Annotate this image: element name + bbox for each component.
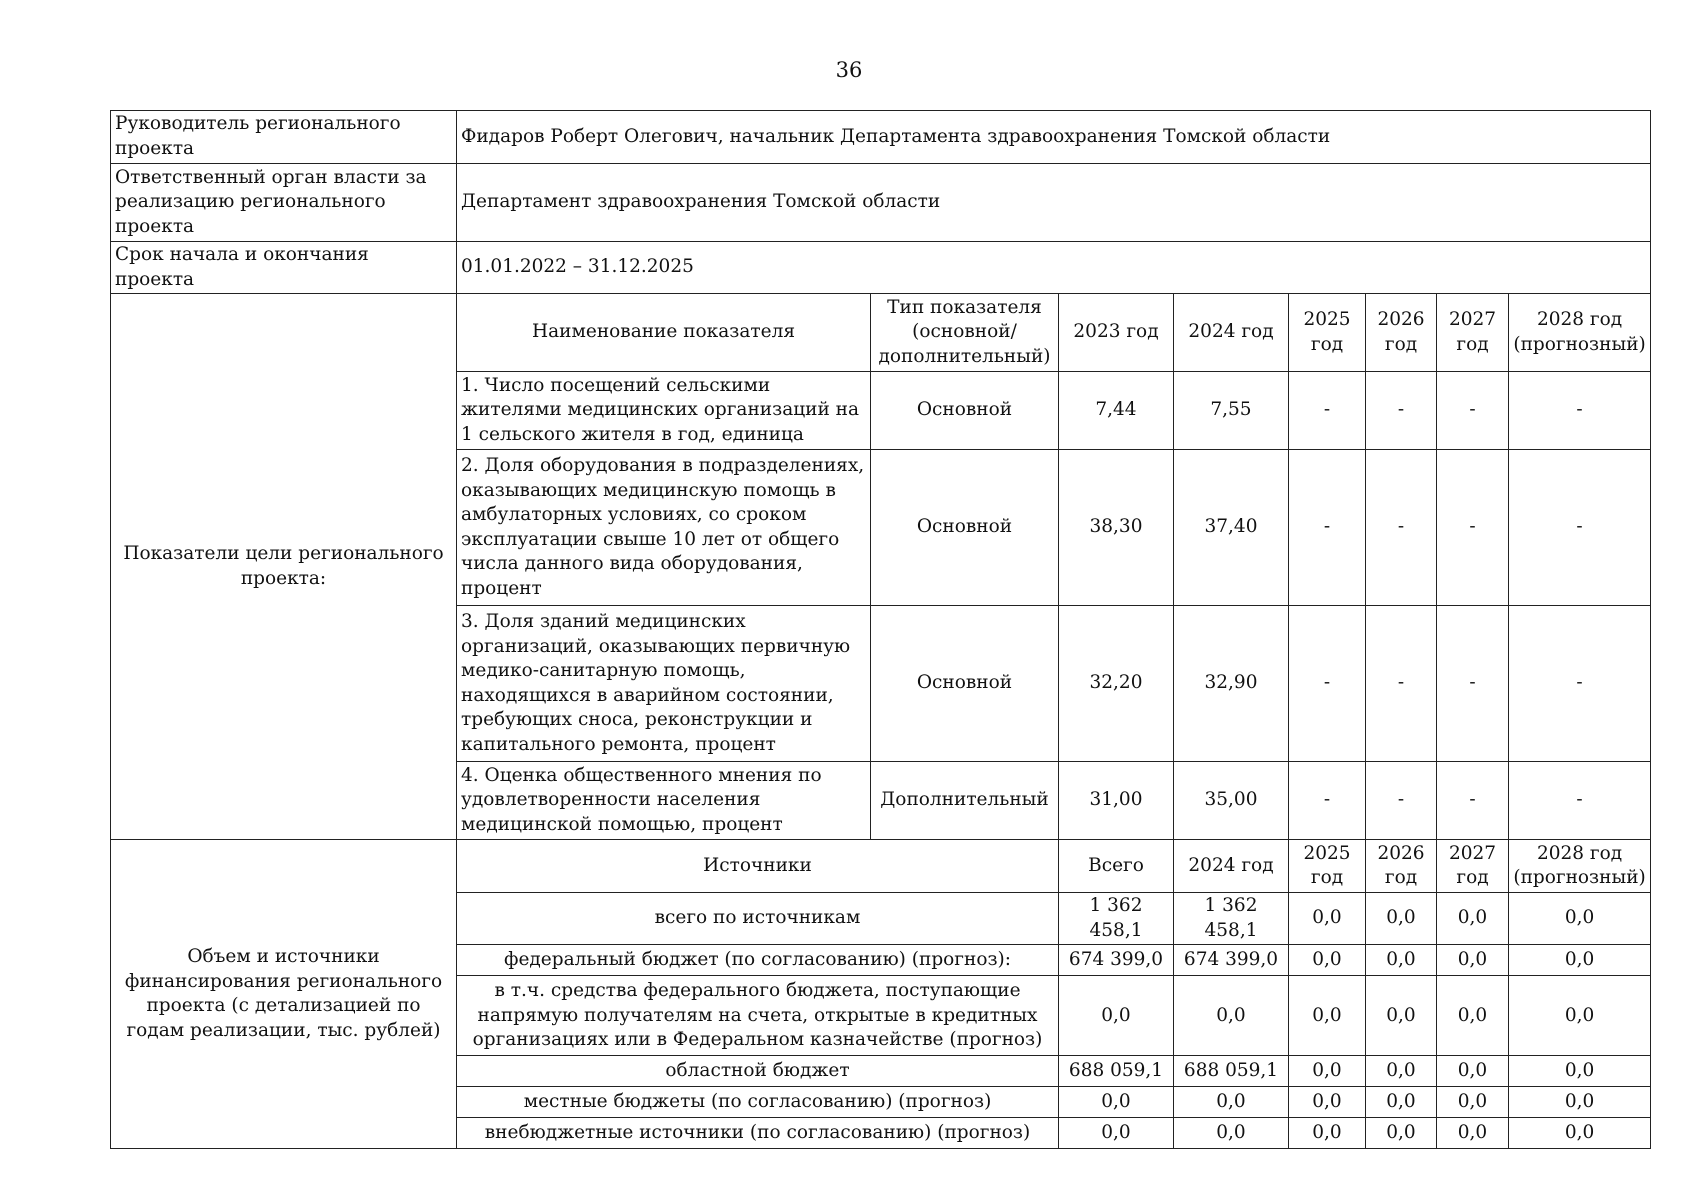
indicator-2023: 31,00 (1059, 762, 1174, 840)
project-passport-table (110, 110, 1651, 1149)
indicator-2027: - (1437, 762, 1509, 840)
indicator-name: 2. Доля оборудования в подразделениях, оказывающих медицинскую помощь в амбулаторных условиях, со сроком эксплуатации свыше 10 лет от общего числа данного вида оборудования, процент (457, 450, 871, 606)
financing-source: областной бюджет (457, 1056, 1059, 1087)
indicator-2026: - (1366, 372, 1437, 450)
financing-2025: 0,0 (1289, 976, 1366, 1056)
financing-total: 674 399,0 (1059, 945, 1174, 976)
financing-total: 0,0 (1059, 1118, 1174, 1149)
indicator-name: 4. Оценка общественного мнения по удовлетворенности населения медицинской помощью, процент (457, 762, 871, 840)
financing-2026: 0,0 (1366, 1087, 1437, 1118)
financing-2024: 0,0 (1174, 976, 1289, 1056)
indicators-header-2024: 2024 год (1174, 294, 1289, 372)
indicator-type: Дополнительный (871, 762, 1059, 840)
financing-2024: 674 399,0 (1174, 945, 1289, 976)
financing-2026: 0,0 (1366, 1118, 1437, 1149)
indicator-2028: - (1509, 762, 1651, 840)
indicator-2028: - (1509, 372, 1651, 450)
financing-2024: 1 362 458,1 (1174, 893, 1289, 945)
indicators-header-2026: 2026 год (1366, 294, 1437, 372)
financing-2027: 0,0 (1437, 1118, 1509, 1149)
financing-2027: 0,0 (1437, 1087, 1509, 1118)
financing-2027: 0,0 (1437, 1056, 1509, 1087)
term-label: Срок начала и окончания проекта (111, 242, 457, 294)
indicator-2026: - (1366, 450, 1437, 606)
leader-row (111, 111, 1651, 164)
indicator-2027: - (1437, 450, 1509, 606)
financing-2026: 0,0 (1366, 945, 1437, 976)
leader-label: Руководитель регионального проекта (111, 111, 457, 164)
financing-2025: 0,0 (1289, 1118, 1366, 1149)
financing-2025: 0,0 (1289, 893, 1366, 945)
financing-header-2026: 2026 год (1366, 840, 1437, 893)
financing-header-sources: Источники (457, 840, 1059, 893)
page-number: 36 (835, 58, 863, 82)
financing-header-2028: 2028 год (прогнозный) (1509, 840, 1651, 893)
indicator-2025: - (1289, 372, 1366, 450)
financing-2025: 0,0 (1289, 945, 1366, 976)
term-row (111, 242, 1651, 294)
financing-2027: 0,0 (1437, 945, 1509, 976)
financing-2025: 0,0 (1289, 1056, 1366, 1087)
indicator-name: 1. Число посещений сельскими жителями медицинских организаций на 1 сельского жителя в год, единица (457, 372, 871, 450)
financing-2024: 0,0 (1174, 1087, 1289, 1118)
indicator-type: Основной (871, 450, 1059, 606)
indicator-name: 3. Доля зданий медицинских организаций, оказывающих первичную медико-санитарную помощь, находящихся в аварийном состоянии, требующих сноса, реконструкции и капитального ремонта, процент (457, 606, 871, 762)
financing-2027: 0,0 (1437, 976, 1509, 1056)
financing-header-2024: 2024 год (1174, 840, 1289, 893)
indicator-2027: - (1437, 606, 1509, 762)
financing-source: внебюджетные источники (по согласованию) (прогноз) (457, 1118, 1059, 1149)
indicator-2023: 7,44 (1059, 372, 1174, 450)
indicator-2028: - (1509, 606, 1651, 762)
leader-value: Фидаров Роберт Олегович, начальник Департамента здравоохранения Томской области (457, 111, 1651, 164)
indicator-2025: - (1289, 606, 1366, 762)
indicators-header-2023: 2023 год (1059, 294, 1174, 372)
financing-total: 0,0 (1059, 976, 1174, 1056)
financing-source: местные бюджеты (по согласованию) (прогноз) (457, 1087, 1059, 1118)
financing-2026: 0,0 (1366, 1056, 1437, 1087)
financing-total: 688 059,1 (1059, 1056, 1174, 1087)
indicator-2028: - (1509, 450, 1651, 606)
term-value: 01.01.2022 – 31.12.2025 (457, 242, 1651, 294)
financing-header-row (111, 840, 1651, 893)
financing-source: в т.ч. средства федерального бюджета, поступающие напрямую получателям на счета, открытые в кредитных организациях или в Федеральном казначействе (прогноз) (457, 976, 1059, 1056)
financing-2024: 0,0 (1174, 1118, 1289, 1149)
authority-value: Департамент здравоохранения Томской области (457, 164, 1651, 242)
indicators-header-2025: 2025 год (1289, 294, 1366, 372)
indicator-type: Основной (871, 372, 1059, 450)
indicator-2024: 32,90 (1174, 606, 1289, 762)
authority-row (111, 164, 1651, 242)
authority-label: Ответственный орган власти за реализацию регионального проекта (111, 164, 457, 242)
indicator-2024: 37,40 (1174, 450, 1289, 606)
indicator-2024: 35,00 (1174, 762, 1289, 840)
indicator-2025: - (1289, 450, 1366, 606)
financing-2028: 0,0 (1509, 893, 1651, 945)
indicators-header-2028: 2028 год (прогнозный) (1509, 294, 1651, 372)
financing-2024: 688 059,1 (1174, 1056, 1289, 1087)
financing-2028: 0,0 (1509, 1056, 1651, 1087)
financing-header-2025: 2025 год (1289, 840, 1366, 893)
indicator-type: Основной (871, 606, 1059, 762)
indicator-2025: - (1289, 762, 1366, 840)
financing-2026: 0,0 (1366, 976, 1437, 1056)
indicator-2026: - (1366, 762, 1437, 840)
financing-source: федеральный бюджет (по согласованию) (прогноз): (457, 945, 1059, 976)
indicators-header-type: Тип показателя (основной/ дополнительный) (871, 294, 1059, 372)
financing-2028: 0,0 (1509, 976, 1651, 1056)
financing-source: всего по источникам (457, 893, 1059, 945)
financing-header-2027: 2027 год (1437, 840, 1509, 893)
financing-2028: 0,0 (1509, 1087, 1651, 1118)
indicator-2026: - (1366, 606, 1437, 762)
financing-2028: 0,0 (1509, 945, 1651, 976)
financing-header-total: Всего (1059, 840, 1174, 893)
indicators-header-name: Наименование показателя (457, 294, 871, 372)
indicators-header-2027: 2027 год (1437, 294, 1509, 372)
indicator-2023: 38,30 (1059, 450, 1174, 606)
financing-2028: 0,0 (1509, 1118, 1651, 1149)
financing-total: 0,0 (1059, 1087, 1174, 1118)
financing-section-label: Объем и источники финансирования регионального проекта (с детализацией по годам реализации, тыс. рублей) (111, 840, 457, 1149)
financing-2027: 0,0 (1437, 893, 1509, 945)
indicator-2024: 7,55 (1174, 372, 1289, 450)
indicators-header-row (111, 294, 1651, 372)
indicator-2023: 32,20 (1059, 606, 1174, 762)
financing-total: 1 362 458,1 (1059, 893, 1174, 945)
financing-2025: 0,0 (1289, 1087, 1366, 1118)
indicators-section-label: Показатели цели регионального проекта: (111, 294, 457, 840)
indicator-2027: - (1437, 372, 1509, 450)
financing-2026: 0,0 (1366, 893, 1437, 945)
